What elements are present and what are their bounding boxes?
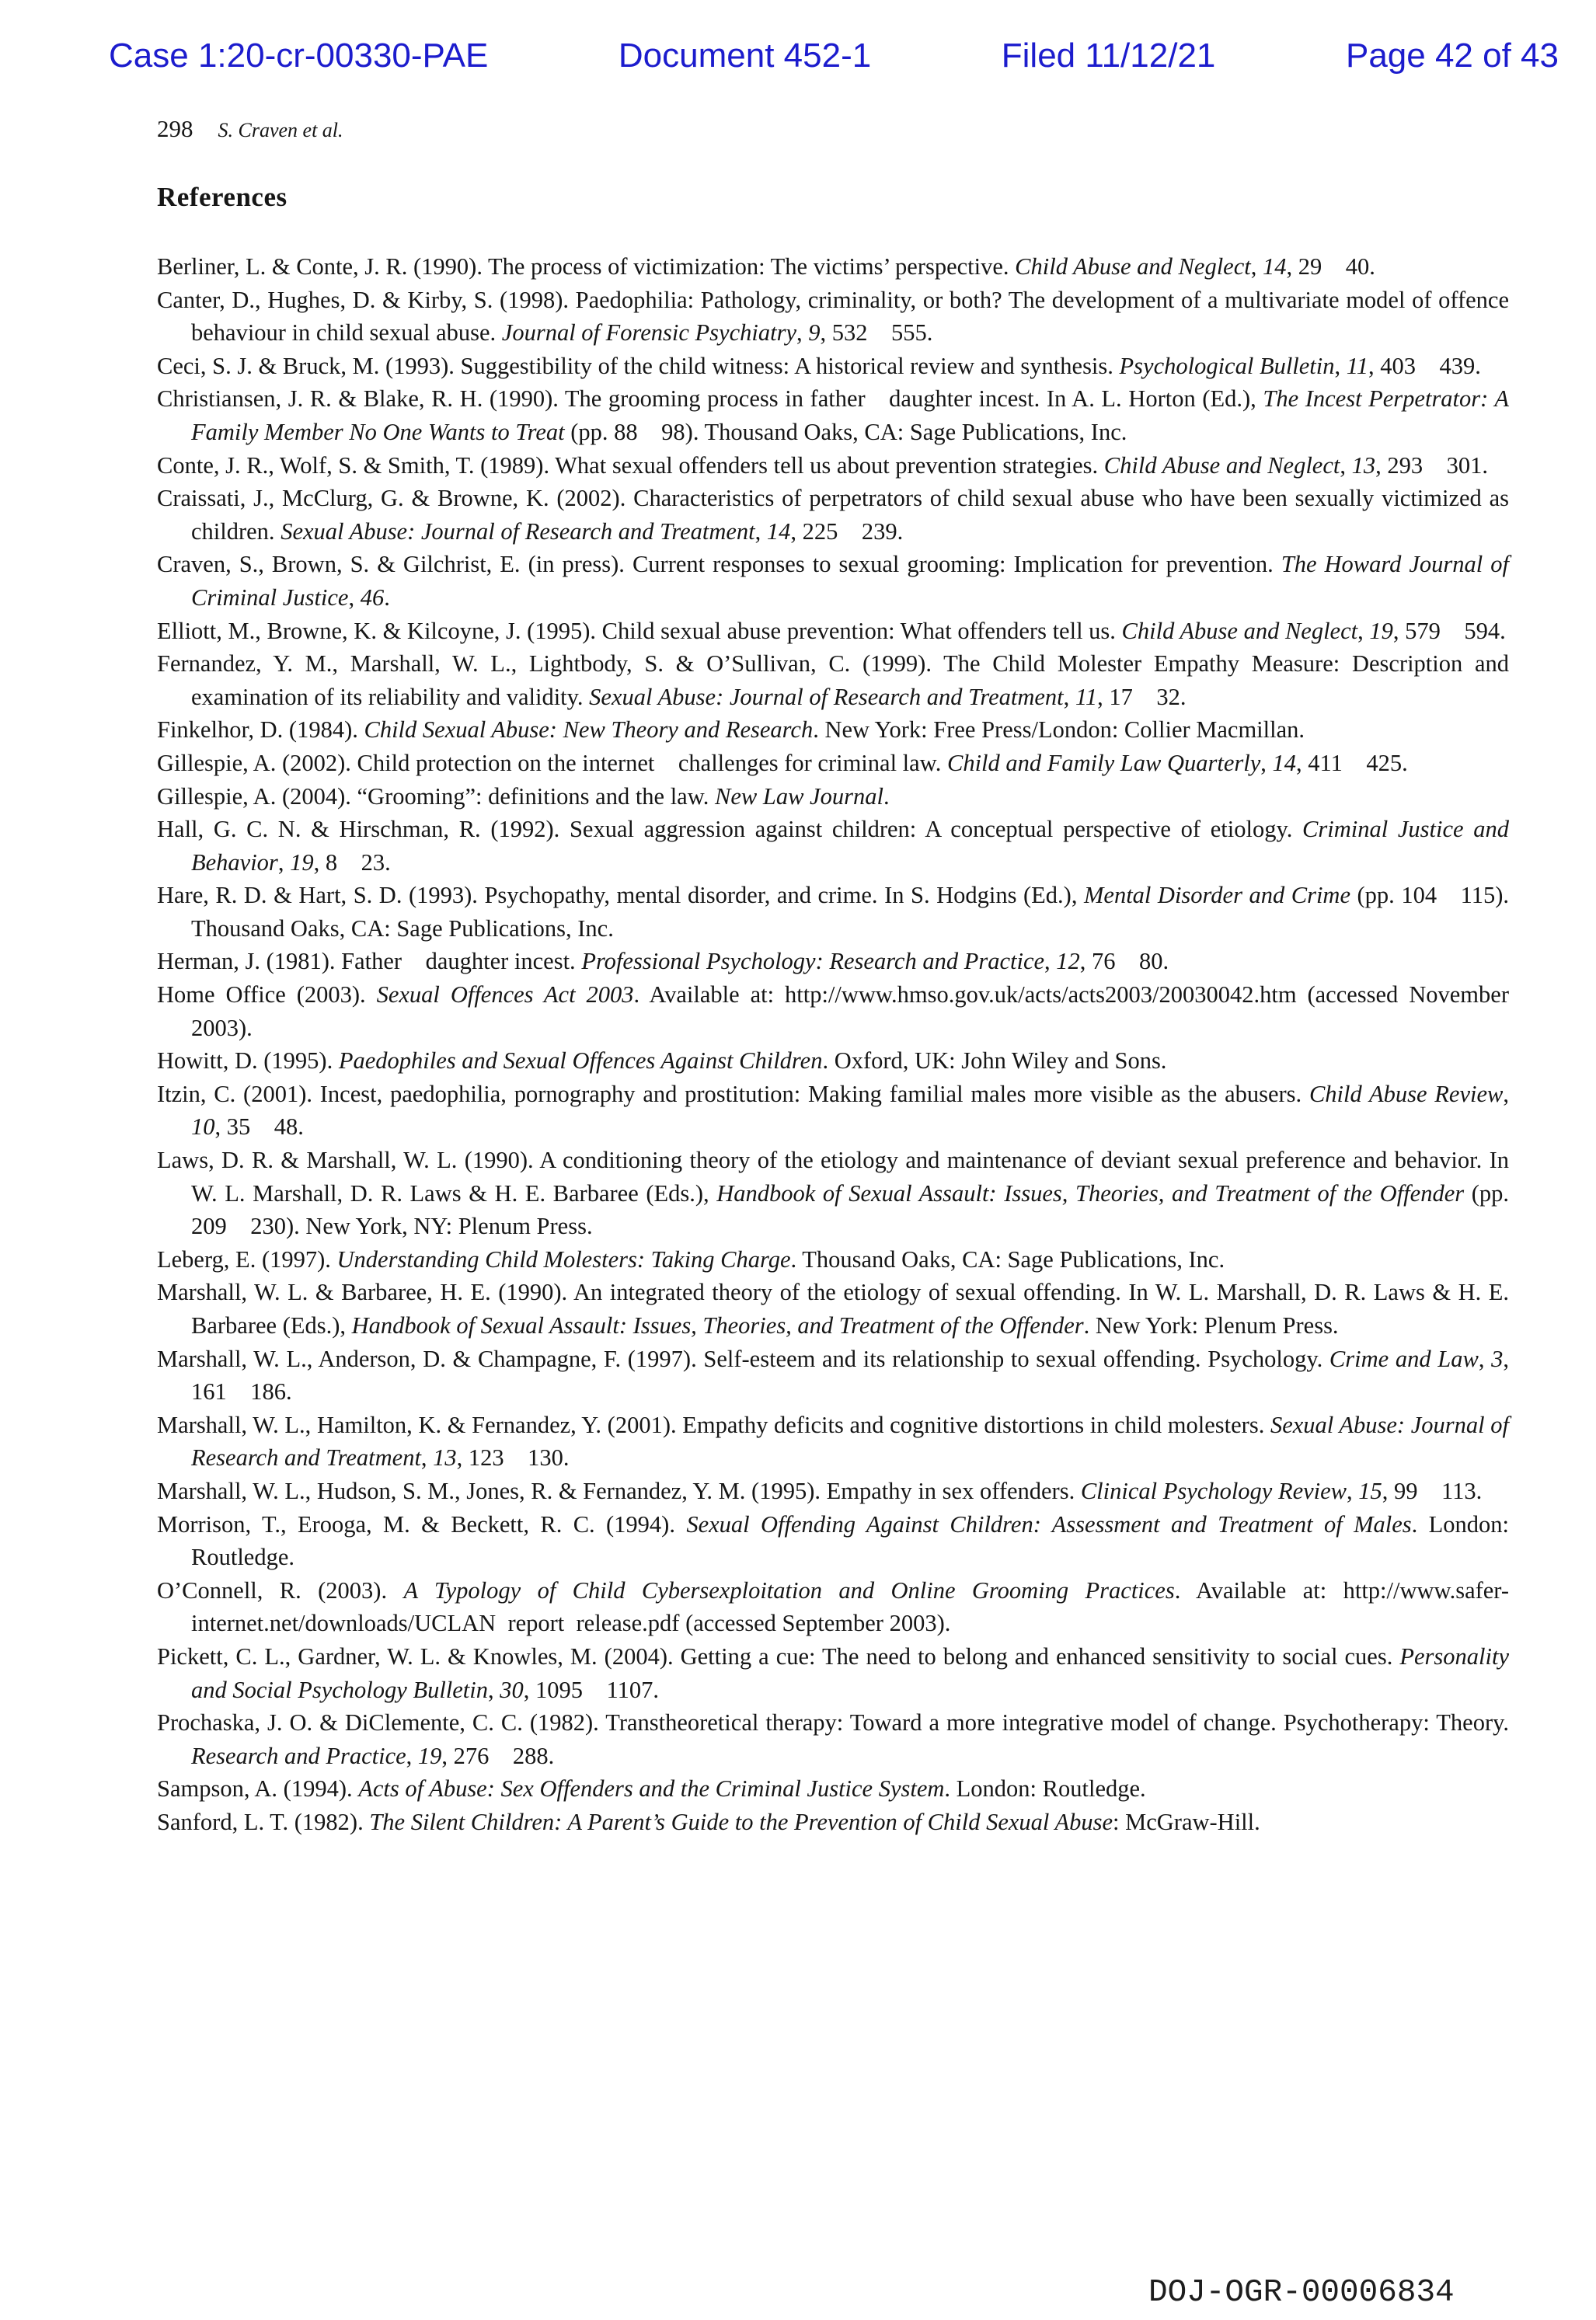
reference-item: Christiansen, J. R. & Blake, R. H. (1990). The grooming process in father daughter incest. In A. L. Horton (Ed.), The Incest Perpetrator: A Family Member No One Wants to Treat (pp. 88 98). Thousand Oaks, CA: Sage Publications, Inc. [157,385,1509,445]
running-authors: S. Craven et al. [218,119,343,141]
page-indicator: Page 42 of 43 [1345,37,1559,75]
reference-item: Marshall, W. L., Hudson, S. M., Jones, R. & Fernandez, Y. M. (1995). Empathy in sex offenders. Clinical Psychology Review, 15, 99 113. [157,1477,1483,1504]
reference-item: Gillespie, A. (2004). “Grooming”: definitions and the law. New Law Journal. [157,782,890,810]
section-title: References [157,182,287,212]
reference-item: Gillespie, A. (2002). Child protection on the internet challenges for criminal law. Child and Family Law Quarterly, 14, 411 425. [157,749,1408,776]
reference-item: Prochaska, J. O. & DiClemente, C. C. (1982). Transtheoretical therapy: Toward a more integrative model of change. Psychotherapy: Theory. Research and Practice, 19, 276 288. [157,1709,1509,1769]
case-number: Case 1:20-cr-00330-PAE [109,37,489,75]
reference-item: Marshall, W. L., Hamilton, K. & Fernandez, Y. (2001). Empathy deficits and cognitive distortions in child molesters. Sexual Abuse: Journal of Research and Treatment, 13, 123 130. [157,1411,1510,1472]
reference-item: Sampson, A. (1994). Acts of Abuse: Sex Offenders and the Criminal Justice System. London: Routledge. [157,1775,1146,1803]
reference-item: Elliott, M., Browne, K. & Kilcoyne, J. (1995). Child sexual abuse prevention: What offenders tell us. Child Abuse and Neglect, 19, 579 594. [157,617,1506,644]
reference-item: Marshall, W. L., Anderson, D. & Champagne, F. (1997). Self-esteem and its relationship to sexual offending. Psychology. Crime and Law, 3, 161 186. [157,1345,1509,1406]
reference-item: Craissati, J., McClurg, G. & Browne, K. (2002). Characteristics of perpetrators of child sexual abuse who have been sexually victimized as children. Sexual Abuse: Journal of Research and Treatment, 14, 225 239. [157,485,1509,545]
reference-item: Herman, J. (1981). Father daughter incest. Professional Psychology: Research and Practice, 12, 76 80. [157,948,1169,975]
reference-item: Craven, S., Brown, S. & Gilchrist, E. (in press). Current responses to sexual grooming: Implication for prevention. The Howard Journal of Criminal Justice, 46. [157,551,1509,611]
running-header [157,115,343,143]
bates-stamp: DOJ-OGR-00006834 [1148,2275,1455,2311]
reference-item: Hare, R. D. & Hart, S. D. (1993). Psychopathy, mental disorder, and crime. In S. Hodgins (Ed.), Mental Disorder and Crime (pp. 104 115). Thousand Oaks, CA: Sage Publications, Inc. [157,882,1509,942]
page-number: 298 [157,115,193,142]
reference-item: Pickett, C. L., Gardner, W. L. & Knowles, M. (2004). Getting a cue: The need to belong and enhanced sensitivity to social cues. Personality and Social Psychology Bulletin, 30, 1095 1107. [157,1642,1509,1703]
reference-item: Finkelhor, D. (1984). Child Sexual Abuse: New Theory and Research. New York: Free Press/London: Collier Macmillan. [157,716,1305,744]
reference-item: Hall, G. C. N. & Hirschman, R. (1992). Sexual aggression against children: A conceptual perspective of etiology. Criminal Justice and Behavior, 19, 8 23. [157,816,1509,876]
reference-item: Marshall, W. L. & Barbaree, H. E. (1990). An integrated theory of the etiology of sexual offending. In W. L. Marshall, D. R. Laws & H. E. Barbaree (Eds.), Handbook of Sexual Assault: Issues, Theories, and Treatment of the Offender. New York: Plenum Press. [157,1279,1509,1339]
reference-item: Berliner, L. & Conte, J. R. (1990). The process of victimization: The victims’ perspective. Child Abuse and Neglect, 14, 29 40. [157,253,1375,280]
reference-item: Morrison, T., Erooga, M. & Beckett, R. C. (1994). Sexual Offending Against Children: Assessment and Treatment of Males. London: Routledge. [157,1510,1509,1571]
reference-item: Conte, J. R., Wolf, S. & Smith, T. (1989). What sexual offenders tell us about prevention strategies. Child Abuse and Neglect, 13, 293 301. [157,451,1488,479]
reference-item: Fernandez, Y. M., Marshall, W. L., Lightbody, S. & O’Sullivan, C. (1999). The Child Molester Empathy Measure: Description and examination of its reliability and validity. Sexual Abuse: Journal of Research and Treatment, 11, 17 32. [157,650,1509,710]
reference-item: Home Office (2003). Sexual Offences Act 2003. Available at: http://www.hmso.gov.uk/acts/acts2003/20030042.htm (accessed November 2003). [157,981,1509,1041]
case-header [109,37,1559,75]
reference-item: Leberg, E. (1997). Understanding Child Molesters: Taking Charge. Thousand Oaks, CA: Sage Publications, Inc. [157,1245,1225,1273]
reference-item: Laws, D. R. & Marshall, W. L. (1990). A conditioning theory of the etiology and maintenance of deviant sexual preference and behavior. In W. L. Marshall, D. R. Laws & H. E. Barbaree (Eds.), Handbook of Sexual Assault: Issues, Theories, and Treatment of the Offender (pp. 209 230). New York, NY: Plenum Press. [157,1147,1509,1240]
reference-item: O’Connell, R. (2003). A Typology of Child Cybersexploitation and Online Grooming Practices. Available at: http://​www.safer-internet.net/downloads/UCLAN report release.pdf (accessed September 2003). [157,1576,1509,1637]
references-list [157,250,1509,1839]
reference-item: Howitt, D. (1995). Paedophiles and Sexual Offences Against Children. Oxford, UK: John Wiley and Sons. [157,1047,1167,1075]
reference-item: Ceci, S. J. & Bruck, M. (1993). Suggestibility of the child witness: A historical review and synthesis. Psychological Bulletin, 11, 403 439. [157,352,1481,379]
filed-date: Filed 11/12/21 [1001,37,1216,75]
reference-item: Sanford, L. T. (1982). The Silent Children: A Parent’s Guide to the Prevention of Child Sexual Abuse: McGraw-Hill. [157,1808,1260,1835]
reference-item: Canter, D., Hughes, D. & Kirby, S. (1998). Paedophilia: Pathology, criminality, or both? The development of a multivariate model of offence behaviour in child sexual abuse. Journal of Forensic Psychiatry, 9, 532 555. [157,286,1509,347]
document-number: Document 452-1 [618,37,872,75]
reference-item: Itzin, C. (2001). Incest, paedophilia, pornography and prostitution: Making familial males more visible as the abusers. Child Abuse Review, 10, 35 48. [157,1080,1509,1141]
